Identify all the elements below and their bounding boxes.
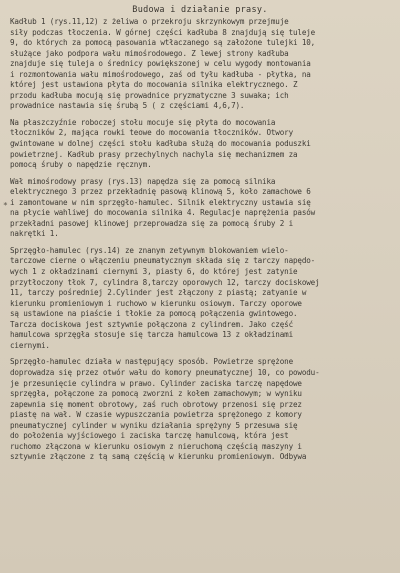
- text-line: elektrycznego 3 przez przekładnię pasową klinową 5, koło zamachowe 6: [10, 187, 311, 197]
- text-line: hamulcowa sprzęgła stosuje się tarcza hamulcowa 13 z okładzinami: [10, 330, 293, 340]
- page-title: Budowa i działanie prasy.: [132, 5, 268, 15]
- paragraph: [10, 17, 394, 112]
- paragraph: [10, 357, 394, 462]
- text-line: zapewnia się moment obrotowy, zaś ruch obrotowy przenosi się przez: [10, 399, 302, 409]
- margin-mark: *: [3, 201, 8, 210]
- paragraph: [10, 118, 394, 171]
- text-line: przytłoczony tłok 7, cylindra 8,tarczy oporowych 12, tarczy dociskowej: [10, 277, 320, 287]
- text-line: 11, tarczy pośredniej 2.Cylinder jest złączony z piastą; zatyanie w: [10, 288, 307, 298]
- text-line: na płycie wahliwej do mocowania silnika 4. Regulacje naprężenia pasów: [10, 208, 316, 218]
- text-line: Sprzęgło-hamulec (rys.14) ze znanym zetywnym blokowaniem wielo-: [10, 245, 289, 255]
- text-line: je przesunięcie cylindra w prawo. Cylinder zaciska tarczę napędowe: [10, 378, 302, 388]
- text-line: do położenia wyjściowego i zaciska tarczę hamulcową, która jest: [10, 431, 289, 441]
- paragraph: [10, 246, 394, 351]
- text-line: Tarcza dociskowa jest sztywnie połączona z cylindrem. Jako część: [10, 319, 293, 329]
- text-line: prowadnice nastawia się śrubą 5 ( z częściami 4,6,7).: [10, 101, 245, 111]
- text-line: są ustawione na piaście i tłokie za pomocą połączenia gwintowego.: [10, 309, 298, 319]
- text-line: pomocą śruby o napędzie ręcznym.: [10, 160, 152, 170]
- text-line: Sprzęgło-hamulec działa w następujący sposób. Powietrze sprężone: [10, 357, 293, 367]
- text-line: ciernymi.: [10, 340, 50, 350]
- text-line: przodu kadłuba mocują się prowadnice pryzmatyczne 3 suwaka; ich: [10, 90, 289, 100]
- text-line: służące jako podpora wału mimośrodowego. Z lewej strony kadłuba: [10, 48, 289, 58]
- text-line: sprzęgła, połączone za pomocą zworzni z kołem zamachowym; w wyniku: [10, 389, 302, 399]
- paragraph: [10, 177, 394, 240]
- text-line: piastę na wał. W czasie wypuszczania powietrza sprężonego z komory: [10, 410, 302, 420]
- text-line: sztywnie złączone z tą samą częścią w kierunku promieniowym. Odbywa: [10, 452, 307, 462]
- document-body: [10, 17, 394, 463]
- text-line: 9, do których za pomocą pasowania wtłaczanego są założone tulejki 10,: [10, 38, 316, 48]
- text-line: której jest ustawiona płyta do mocowania silnika elektrycznego. Z: [10, 80, 298, 90]
- text-line: kierunku promieniowym i ruchowo w kierunku osiowym. Tarczy oporowe: [10, 298, 302, 308]
- text-line: tarczowe cierne o włączeniu pneumatycznym składa się z tarczy napędo-: [10, 256, 316, 266]
- text-line: pneumatycznej cylinder w wyniku działania sprężyny 5 przesuwa się: [10, 420, 298, 430]
- text-line: doprowadza się przez otwór wału do komory pneumatycznej 10, co powodu-: [10, 367, 320, 377]
- text-line: siły podczas tłoczenia. W górnej części kadłuba 8 znajdują się tuleje: [10, 27, 316, 37]
- text-line: Kadłub 1 (rys.11,12) z żeliwa o przekroju skrzynkowym przejmuje: [10, 17, 289, 26]
- text-line: ruchomo złączona w kierunku osiowym z nieruchomą częścią maszyny i: [10, 441, 302, 451]
- text-line: Na płaszczyźnie roboczej stołu mocuje się płyta do mocowania: [10, 117, 276, 127]
- text-line: powietrznej. Kadłub prasy przechylnych nachyla się mechanizmem za: [10, 149, 298, 159]
- text-line: i zamontowane w nim sprzęgło-hamulec. Silnik elektryczny ustawia się: [10, 197, 311, 207]
- text-line: nakrętki 1.: [10, 229, 59, 239]
- text-line: znajduje się tuleja o średnicy powiększonej w celu wygody montowania: [10, 59, 311, 69]
- text-line: tłoczników 2, mająca rowki teowe do mocowania tłoczników. Otwory: [10, 128, 293, 138]
- text-line: gwintowane w dolnej części stołu kadłuba służą do mocowania poduszki: [10, 139, 311, 149]
- text-line: wych 1 z okładzinami ciernymi 3, piasty 6, do której jest zatynie: [10, 267, 298, 277]
- text-line: przekładni pasowej klinowej przeprowadza się za pomocą śruby 2 i: [10, 218, 293, 228]
- text-line: Wał mimośrodowy prasy (rys.13) napędza się za pomocą silnika: [10, 176, 276, 186]
- text-line: i rozmontowania wału mimośrodowego, zaś od tyłu kadłuba - płytka, na: [10, 69, 311, 79]
